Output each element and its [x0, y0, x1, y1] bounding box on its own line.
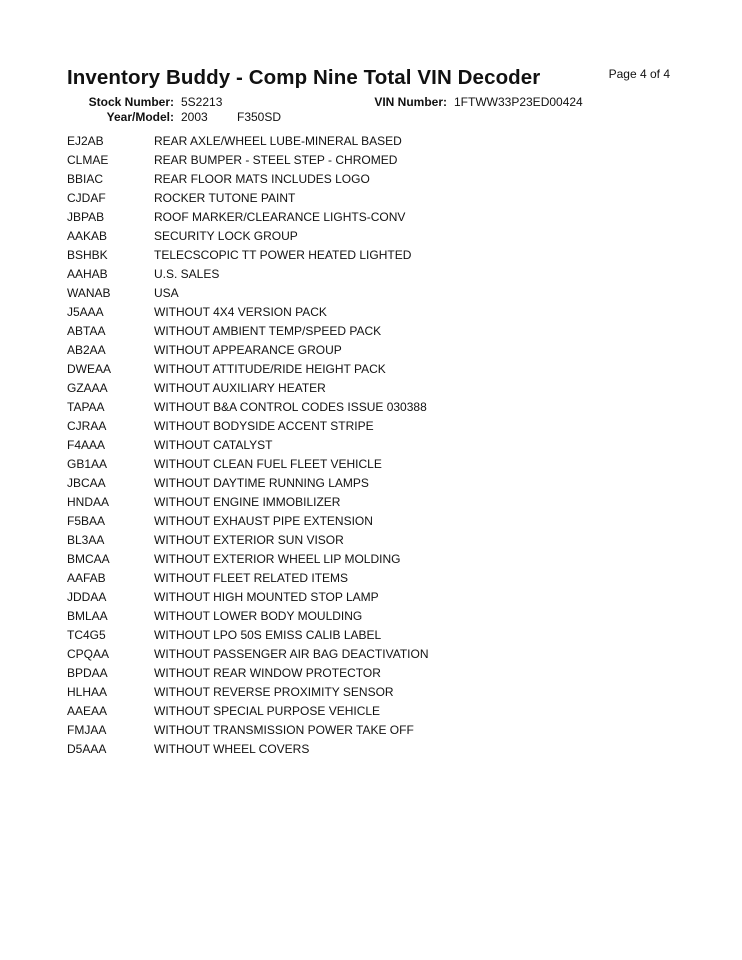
option-description: WITHOUT BODYSIDE ACCENT STRIPE — [154, 418, 374, 433]
list-item — [67, 739, 428, 758]
option-code: FMJAA — [67, 722, 107, 737]
list-item — [67, 321, 428, 340]
list-item — [67, 492, 428, 511]
list-item — [67, 207, 428, 226]
option-code-list — [67, 131, 428, 758]
list-item — [67, 283, 428, 302]
option-code: DWEAA — [67, 361, 112, 376]
option-description: WITHOUT B&A CONTROL CODES ISSUE 030388 — [154, 399, 427, 414]
list-item — [67, 378, 428, 397]
option-description: WITHOUT WHEEL COVERS — [154, 741, 310, 756]
list-item — [67, 682, 428, 701]
option-description: WITHOUT FLEET RELATED ITEMS — [154, 570, 349, 585]
option-code: JDDAA — [67, 589, 107, 604]
option-description: U.S. SALES — [154, 266, 220, 281]
option-description: WITHOUT EXHAUST PIPE EXTENSION — [154, 513, 373, 528]
option-description: WITHOUT REVERSE PROXIMITY SENSOR — [154, 684, 394, 699]
list-item — [67, 511, 428, 530]
option-code: HLHAA — [67, 684, 108, 699]
model-value: F350SD — [237, 110, 282, 124]
list-item — [67, 340, 428, 359]
option-code: D5AAA — [67, 741, 107, 756]
option-description: WITHOUT LOWER BODY MOULDING — [154, 608, 363, 623]
option-code: CJRAA — [67, 418, 107, 433]
option-description: WITHOUT AMBIENT TEMP/SPEED PACK — [154, 323, 382, 338]
option-code: CLMAE — [67, 152, 109, 167]
option-code: JBCAA — [67, 475, 106, 490]
option-code: BSHBK — [67, 247, 108, 262]
option-description: WITHOUT ATTITUDE/RIDE HEIGHT PACK — [154, 361, 386, 376]
stock-number-label: Stock Number: — [88, 95, 174, 109]
list-item — [67, 435, 428, 454]
option-description: WITHOUT PASSENGER AIR BAG DEACTIVATION — [154, 646, 429, 661]
option-description: SECURITY LOCK GROUP — [154, 228, 298, 243]
list-item — [67, 150, 428, 169]
list-item — [67, 416, 428, 435]
option-description: REAR BUMPER - STEEL STEP - CHROMED — [154, 152, 398, 167]
list-item — [67, 530, 428, 549]
option-code: J5AAA — [67, 304, 104, 319]
option-description: WITHOUT EXTERIOR SUN VISOR — [154, 532, 344, 547]
option-code: BBIAC — [67, 171, 104, 186]
option-description: WITHOUT 4X4 VERSION PACK — [154, 304, 327, 319]
list-item — [67, 454, 428, 473]
option-code: TC4G5 — [67, 627, 106, 642]
option-code: AAEAA — [67, 703, 108, 718]
list-item — [67, 302, 428, 321]
option-code: GB1AA — [67, 456, 108, 471]
option-description: USA — [154, 285, 179, 300]
option-code: CJDAF — [67, 190, 106, 205]
list-item — [67, 473, 428, 492]
list-item — [67, 625, 428, 644]
option-code: TAPAA — [67, 399, 105, 414]
vin-value: 1FTWW33P23ED00424 — [454, 95, 583, 109]
option-code: JBPAB — [67, 209, 105, 224]
option-description: WITHOUT AUXILIARY HEATER — [154, 380, 326, 395]
list-item — [67, 188, 428, 207]
page-number: Page 4 of 4 — [608, 67, 670, 81]
option-code: GZAAA — [67, 380, 108, 395]
list-item — [67, 549, 428, 568]
option-code: AB2AA — [67, 342, 106, 357]
option-description: WITHOUT REAR WINDOW PROTECTOR — [154, 665, 381, 680]
option-code: ABTAA — [67, 323, 106, 338]
option-code: AAKAB — [67, 228, 108, 243]
page-title: Inventory Buddy - Comp Nine Total VIN Decoder — [67, 66, 541, 89]
option-code: F5BAA — [67, 513, 106, 528]
list-item — [67, 359, 428, 378]
list-item — [67, 131, 428, 150]
option-code: WANAB — [67, 285, 111, 300]
option-description: WITHOUT HIGH MOUNTED STOP LAMP — [154, 589, 379, 604]
option-code: AAFAB — [67, 570, 106, 585]
option-code: F4AAA — [67, 437, 106, 452]
list-item — [67, 169, 428, 188]
list-item — [67, 226, 428, 245]
option-code: HNDAA — [67, 494, 110, 509]
option-description: WITHOUT ENGINE IMMOBILIZER — [154, 494, 341, 509]
list-item — [67, 663, 428, 682]
option-description: WITHOUT APPEARANCE GROUP — [154, 342, 342, 357]
list-item — [67, 264, 428, 283]
option-code: BL3AA — [67, 532, 105, 547]
stock-number-value: 5S2213 — [181, 95, 223, 109]
option-description: REAR AXLE/WHEEL LUBE-MINERAL BASED — [154, 133, 402, 148]
option-code: BPDAA — [67, 665, 108, 680]
list-item — [67, 720, 428, 739]
option-code: EJ2AB — [67, 133, 104, 148]
option-description: TELECSCOPIC TT POWER HEATED LIGHTED — [154, 247, 412, 262]
option-description: REAR FLOOR MATS INCLUDES LOGO — [154, 171, 370, 186]
option-code: BMLAA — [67, 608, 108, 623]
vin-label: VIN Number: — [374, 95, 447, 109]
list-item — [67, 245, 428, 264]
option-code: CPQAA — [67, 646, 110, 661]
option-description: ROOF MARKER/CLEARANCE LIGHTS-CONV — [154, 209, 406, 224]
year-value: 2003 — [181, 110, 208, 124]
option-description: WITHOUT EXTERIOR WHEEL LIP MOLDING — [154, 551, 401, 566]
list-item — [67, 397, 428, 416]
option-description: WITHOUT CLEAN FUEL FLEET VEHICLE — [154, 456, 382, 471]
list-item — [67, 644, 428, 663]
option-description: ROCKER TUTONE PAINT — [154, 190, 296, 205]
option-code: BMCAA — [67, 551, 110, 566]
year-model-label: Year/Model: — [106, 110, 174, 124]
list-item — [67, 701, 428, 720]
list-item — [67, 606, 428, 625]
option-description: WITHOUT DAYTIME RUNNING LAMPS — [154, 475, 369, 490]
option-description: WITHOUT SPECIAL PURPOSE VEHICLE — [154, 703, 381, 718]
list-item — [67, 568, 428, 587]
option-description: WITHOUT TRANSMISSION POWER TAKE OFF — [154, 722, 414, 737]
option-description: WITHOUT LPO 50S EMISS CALIB LABEL — [154, 627, 382, 642]
list-item — [67, 587, 428, 606]
option-description: WITHOUT CATALYST — [154, 437, 273, 452]
option-code: AAHAB — [67, 266, 108, 281]
